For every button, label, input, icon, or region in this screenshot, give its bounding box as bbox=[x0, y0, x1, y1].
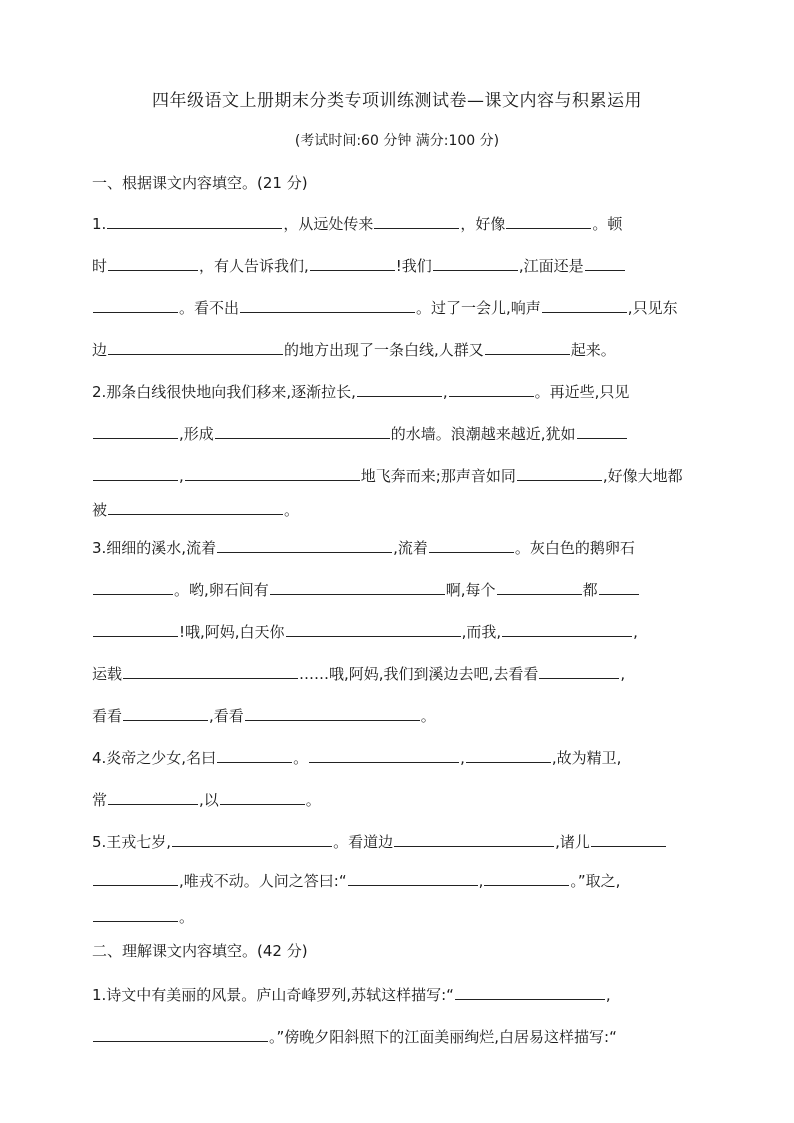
answer-blank[interactable] bbox=[240, 295, 415, 313]
answer-blank[interactable] bbox=[107, 211, 282, 229]
answer-blank[interactable] bbox=[217, 535, 392, 553]
answer-blank[interactable] bbox=[466, 745, 551, 763]
question-line bbox=[92, 421, 734, 443]
text: , bbox=[478, 872, 484, 890]
text: ,唯戎不动。人问之答曰:“ bbox=[179, 872, 347, 890]
question-line bbox=[92, 497, 734, 519]
answer-blank[interactable] bbox=[220, 787, 305, 805]
question-line bbox=[92, 577, 734, 599]
text: 2.那条白线很快地向我们移来,逐渐拉长, bbox=[92, 383, 356, 401]
answer-blank[interactable] bbox=[172, 829, 332, 847]
question-line bbox=[92, 661, 734, 683]
text: 的地方出现了一条白线,人群又 bbox=[284, 341, 484, 359]
text: 。 bbox=[305, 791, 321, 809]
text: ，好像 bbox=[460, 215, 506, 233]
text: ,看看 bbox=[209, 707, 244, 725]
answer-blank[interactable] bbox=[93, 421, 178, 439]
question-line bbox=[92, 337, 734, 359]
exam-info: (考试时间:60 分钟 满分:100 分) bbox=[294, 133, 500, 149]
answer-blank[interactable] bbox=[123, 703, 208, 721]
answer-blank[interactable] bbox=[357, 379, 442, 397]
answer-blank[interactable] bbox=[577, 421, 627, 439]
answer-blank[interactable] bbox=[309, 745, 459, 763]
text: 起来。 bbox=[570, 341, 616, 359]
text: 1. bbox=[92, 215, 107, 233]
text: ,好像大地都 bbox=[602, 467, 683, 485]
text: 。 bbox=[179, 908, 195, 926]
text: !我们 bbox=[395, 257, 432, 275]
question-line bbox=[92, 295, 734, 317]
question-line bbox=[92, 703, 734, 725]
text: 。再近些,只见 bbox=[534, 383, 630, 401]
answer-blank[interactable] bbox=[217, 745, 292, 763]
answer-blank[interactable] bbox=[348, 868, 478, 886]
answer-blank[interactable] bbox=[108, 787, 198, 805]
text: ,以 bbox=[199, 791, 219, 809]
answer-blank[interactable] bbox=[429, 535, 514, 553]
text: 。 bbox=[284, 501, 300, 519]
text: 常 bbox=[92, 791, 108, 809]
answer-blank[interactable] bbox=[374, 211, 459, 229]
answer-blank[interactable] bbox=[93, 904, 178, 922]
text: ，有人告诉我们, bbox=[199, 257, 309, 275]
question-line bbox=[92, 253, 734, 275]
answer-blank[interactable] bbox=[108, 337, 283, 355]
question-line bbox=[92, 1024, 734, 1046]
answer-blank[interactable] bbox=[585, 253, 625, 271]
answer-blank[interactable] bbox=[433, 253, 518, 271]
text: 。顿 bbox=[592, 215, 623, 233]
question-line bbox=[92, 904, 734, 926]
text: 都 bbox=[582, 581, 598, 599]
answer-blank[interactable] bbox=[599, 577, 639, 595]
text: 地飞奔而来;那声音如同 bbox=[360, 467, 516, 485]
text: ,形成 bbox=[179, 425, 214, 443]
answer-blank[interactable] bbox=[93, 295, 178, 313]
text: 1.诗文中有美丽的风景。庐山奇峰罗列,苏轼这样描写:“ bbox=[92, 986, 454, 1004]
section-heading-text: 一、根据课文内容填空。(21 分) bbox=[92, 174, 308, 192]
question-line bbox=[92, 829, 734, 851]
answer-blank[interactable] bbox=[108, 253, 198, 271]
section-heading bbox=[92, 940, 734, 962]
answer-blank[interactable] bbox=[215, 421, 390, 439]
text: 5.王戎七岁, bbox=[92, 833, 172, 851]
answer-blank[interactable] bbox=[185, 463, 360, 481]
answer-blank[interactable] bbox=[93, 577, 173, 595]
answer-blank[interactable] bbox=[286, 619, 461, 637]
text: !哦,阿妈,白天你 bbox=[179, 623, 285, 641]
question-line bbox=[92, 379, 734, 401]
text: 。看不出 bbox=[179, 299, 240, 317]
answer-blank[interactable] bbox=[542, 295, 627, 313]
answer-blank[interactable] bbox=[93, 1024, 268, 1042]
answer-blank[interactable] bbox=[270, 577, 445, 595]
section-heading-text: 二、理解课文内容填空。(42 分) bbox=[92, 942, 308, 960]
text: ,流着 bbox=[393, 539, 428, 557]
answer-blank[interactable] bbox=[93, 619, 178, 637]
text: 。看道边 bbox=[333, 833, 394, 851]
answer-blank[interactable] bbox=[485, 337, 570, 355]
text: ,江面还是 bbox=[518, 257, 584, 275]
answer-blank[interactable] bbox=[517, 463, 602, 481]
answer-blank[interactable] bbox=[502, 619, 632, 637]
section-heading bbox=[92, 172, 734, 194]
text: 。”取之, bbox=[570, 872, 621, 890]
answer-blank[interactable] bbox=[449, 379, 534, 397]
text: 时 bbox=[92, 257, 108, 275]
question-line bbox=[92, 787, 734, 809]
answer-blank[interactable] bbox=[123, 661, 298, 679]
text: 。 bbox=[420, 707, 436, 725]
answer-blank[interactable] bbox=[506, 211, 591, 229]
text: , bbox=[442, 383, 448, 401]
text: 。过了一会儿,响声 bbox=[416, 299, 541, 317]
text: , bbox=[460, 749, 465, 767]
text: 4.炎帝之少女,名曰 bbox=[92, 749, 217, 767]
text: 边 bbox=[92, 341, 108, 359]
page-title: 四年级语文上册期末分类专项训练测试卷—课文内容与积累运用 bbox=[152, 91, 642, 111]
text: 啊,每个 bbox=[445, 581, 496, 599]
text: ……哦,阿妈,我们到溪边去吧,去看看 bbox=[299, 665, 539, 683]
text: , bbox=[179, 467, 184, 485]
question-line bbox=[92, 211, 734, 233]
text: 。灰白色的鹅卵石 bbox=[514, 539, 635, 557]
answer-blank[interactable] bbox=[591, 829, 666, 847]
answer-blank[interactable] bbox=[93, 868, 178, 886]
question-line bbox=[92, 868, 734, 890]
answer-blank[interactable] bbox=[497, 577, 582, 595]
text: 。 bbox=[293, 749, 309, 767]
text: 运载 bbox=[92, 665, 123, 683]
text: , bbox=[605, 986, 611, 1004]
answer-blank[interactable] bbox=[484, 868, 569, 886]
answer-blank[interactable] bbox=[245, 703, 420, 721]
text: 的水墙。浪潮越来越近,犹如 bbox=[390, 425, 576, 443]
answer-blank[interactable] bbox=[394, 829, 554, 847]
text: , bbox=[633, 623, 638, 641]
text: 看看 bbox=[92, 707, 123, 725]
text: ，从远处传来 bbox=[283, 215, 374, 233]
text: ,而我, bbox=[461, 623, 502, 641]
text: 被 bbox=[92, 501, 108, 519]
question-line bbox=[92, 535, 734, 557]
text: ,诸儿 bbox=[555, 833, 590, 851]
answer-blank[interactable] bbox=[310, 253, 395, 271]
text: ,故为精卫, bbox=[551, 749, 622, 767]
text: , bbox=[620, 665, 626, 683]
answer-blank[interactable] bbox=[108, 497, 283, 515]
answer-blank[interactable] bbox=[93, 463, 178, 481]
text: 3.细细的溪水,流着 bbox=[92, 539, 217, 557]
question-line bbox=[92, 619, 734, 641]
question-line bbox=[92, 982, 734, 1004]
text: 。”傍晚夕阳斜照下的江面美丽绚烂,白居易这样描写:“ bbox=[269, 1028, 617, 1046]
answer-blank[interactable] bbox=[539, 661, 619, 679]
answer-blank[interactable] bbox=[455, 982, 605, 1000]
question-line bbox=[92, 745, 734, 767]
text: ,只见东 bbox=[627, 299, 678, 317]
question-line bbox=[92, 463, 734, 485]
text: 。哟,卵石间有 bbox=[174, 581, 269, 599]
